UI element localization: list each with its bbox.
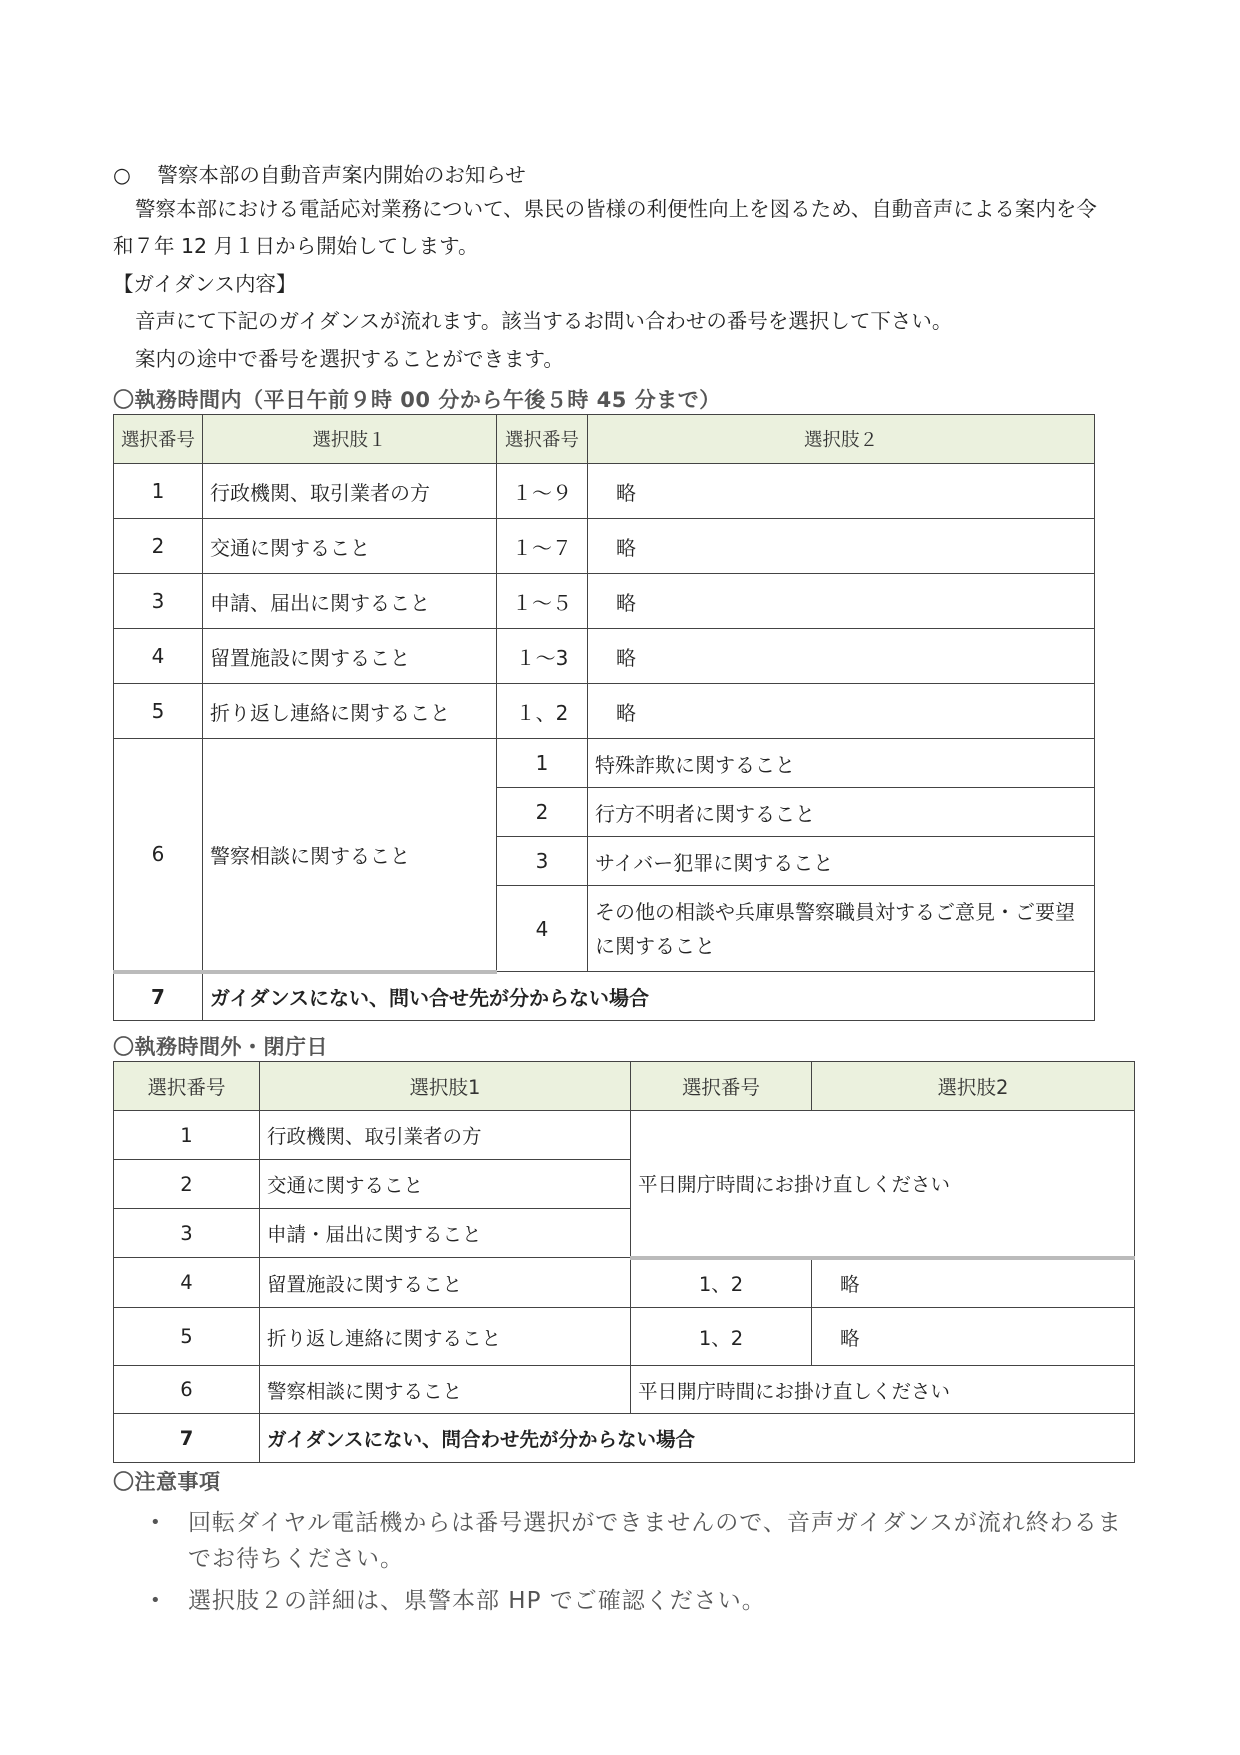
business-hours-title: 〇執務時間内（平日午前９時 00 分から午後５時 45 分まで） — [113, 388, 721, 412]
row-option1: 留置施設に関すること — [260, 1258, 631, 1308]
row-option1: 折り返し連絡に関すること — [203, 684, 497, 739]
bullet-icon: • — [150, 1512, 162, 1533]
redial-message: 平日開庁時間にお掛け直しください — [631, 1111, 1135, 1258]
row-sub-no: 1、2 — [631, 1258, 812, 1308]
off-hours-title: 〇執務時間外・閉庁日 — [113, 1035, 328, 1059]
row-option1: 申請・届出に関すること — [260, 1209, 631, 1258]
row-no: 2 — [114, 519, 203, 574]
row-option1: 警察相談に関すること — [260, 1366, 631, 1414]
last-row-no: 7 — [114, 972, 203, 1021]
header-select-no: 選択番号 — [114, 415, 203, 464]
consult-sub-no: 3 — [497, 837, 588, 886]
row-no: 5 — [114, 1308, 260, 1366]
note-text: 選択肢２の詳細は、県警本部 HP でご確認ください。 — [188, 1588, 766, 1614]
table-row — [114, 629, 1095, 684]
row-no: 2 — [114, 1160, 260, 1209]
table-row — [114, 1308, 1135, 1366]
notes-list — [148, 1505, 1138, 1625]
consult-sub-text: 行方不明者に関すること — [588, 788, 1095, 837]
row-option2: 略 — [588, 629, 1095, 684]
row-sub-no: １～3 — [497, 629, 588, 684]
guidance-line1: 音声にて下記のガイダンスが流れます。該当するお問い合わせの番号を選択して下さい。 — [135, 309, 953, 333]
consult-sub-no: 4 — [497, 886, 588, 972]
row-redial: 平日開庁時間にお掛け直しください — [631, 1366, 1135, 1414]
row-option1: 申請、届出に関すること — [203, 574, 497, 629]
row-option2: 略 — [588, 684, 1095, 739]
row-option1: 折り返し連絡に関すること — [260, 1308, 631, 1366]
notice-body-line2: 和７年 12 月１日から開始してします。 — [113, 234, 479, 258]
consult-sub-no: 1 — [497, 739, 588, 788]
row-sub-no: １～７ — [497, 519, 588, 574]
row-option1: 留置施設に関すること — [203, 629, 497, 684]
guidance-label: 【ガイダンス内容】 — [113, 272, 297, 296]
notice-heading — [113, 160, 526, 190]
notes-title: 〇注意事項 — [113, 1470, 221, 1494]
consult-option1: 警察相談に関すること — [203, 739, 497, 972]
notice-body-line1: 警察本部における電話応対業務について、県民の皆様の利便性向上を図るため、自動音声による案内を令 — [135, 197, 1097, 221]
row-option2: 略 — [812, 1258, 1135, 1308]
table-row — [114, 739, 1095, 788]
row-option1: 交通に関すること — [260, 1160, 631, 1209]
table-row — [114, 684, 1095, 739]
consult-no: 6 — [114, 739, 203, 972]
table-row — [114, 1414, 1135, 1463]
header-option2: 選択肢２ — [588, 415, 1095, 464]
header-select-no-2: 選択番号 — [631, 1062, 812, 1111]
bullet-icon: • — [150, 1590, 162, 1611]
row-sub-no: １～９ — [497, 464, 588, 519]
header-select-no-2: 選択番号 — [497, 415, 588, 464]
row-sub-no: １、2 — [497, 684, 588, 739]
consult-sub-no: 2 — [497, 788, 588, 837]
row-no: 3 — [114, 574, 203, 629]
consult-sub-text: サイバー犯罪に関すること — [588, 837, 1095, 886]
business-hours-table — [113, 414, 1095, 1021]
last-row-text: ガイダンスにない、問い合せ先が分からない場合 — [203, 972, 1095, 1021]
heading-mark: ○ — [113, 163, 131, 187]
consult-sub-text: 特殊詐欺に関すること — [588, 739, 1095, 788]
table-row — [114, 972, 1095, 1021]
row-sub-no: １～５ — [497, 574, 588, 629]
table-row — [114, 1366, 1135, 1414]
row-option2: 略 — [588, 574, 1095, 629]
list-item — [148, 1505, 1138, 1577]
row-no: 3 — [114, 1209, 260, 1258]
consult-sub-text: その他の相談や兵庫県警察職員対するご意見・ご要望に関すること — [588, 886, 1095, 972]
row-no: 4 — [114, 629, 203, 684]
guidance-line2: 案内の途中で番号を選択することができます。 — [135, 347, 564, 371]
heading-text: 警察本部の自動音声案内開始のお知らせ — [157, 163, 526, 187]
table-row — [114, 1111, 1135, 1160]
header-option2: 選択肢2 — [812, 1062, 1135, 1111]
off-hours-table — [113, 1061, 1135, 1463]
table-row — [114, 574, 1095, 629]
table-row — [114, 519, 1095, 574]
last-row-text: ガイダンスにない、問合わせ先が分からない場合 — [260, 1414, 1135, 1463]
last-row-no: 7 — [114, 1414, 260, 1463]
header-option1: 選択肢１ — [203, 415, 497, 464]
table-header-row — [114, 1062, 1135, 1111]
note-text: 回転ダイヤル電話機からは番号選択ができませんので、音声ガイダンスが流れ終わるまでお待ちください。 — [188, 1510, 1122, 1572]
list-item — [148, 1583, 1138, 1619]
row-option1: 行政機関、取引業者の方 — [260, 1111, 631, 1160]
row-no: 1 — [114, 1111, 260, 1160]
row-no: 4 — [114, 1258, 260, 1308]
row-no: 1 — [114, 464, 203, 519]
row-no: 5 — [114, 684, 203, 739]
table-row — [114, 464, 1095, 519]
table-row — [114, 1258, 1135, 1308]
table-header-row — [114, 415, 1095, 464]
row-sub-no: 1、2 — [631, 1308, 812, 1366]
header-select-no: 選択番号 — [114, 1062, 260, 1111]
row-option2: 略 — [588, 519, 1095, 574]
row-option2: 略 — [588, 464, 1095, 519]
row-option1: 行政機関、取引業者の方 — [203, 464, 497, 519]
row-option1: 交通に関すること — [203, 519, 497, 574]
header-option1: 選択肢1 — [260, 1062, 631, 1111]
row-no: 6 — [114, 1366, 260, 1414]
row-option2: 略 — [812, 1308, 1135, 1366]
